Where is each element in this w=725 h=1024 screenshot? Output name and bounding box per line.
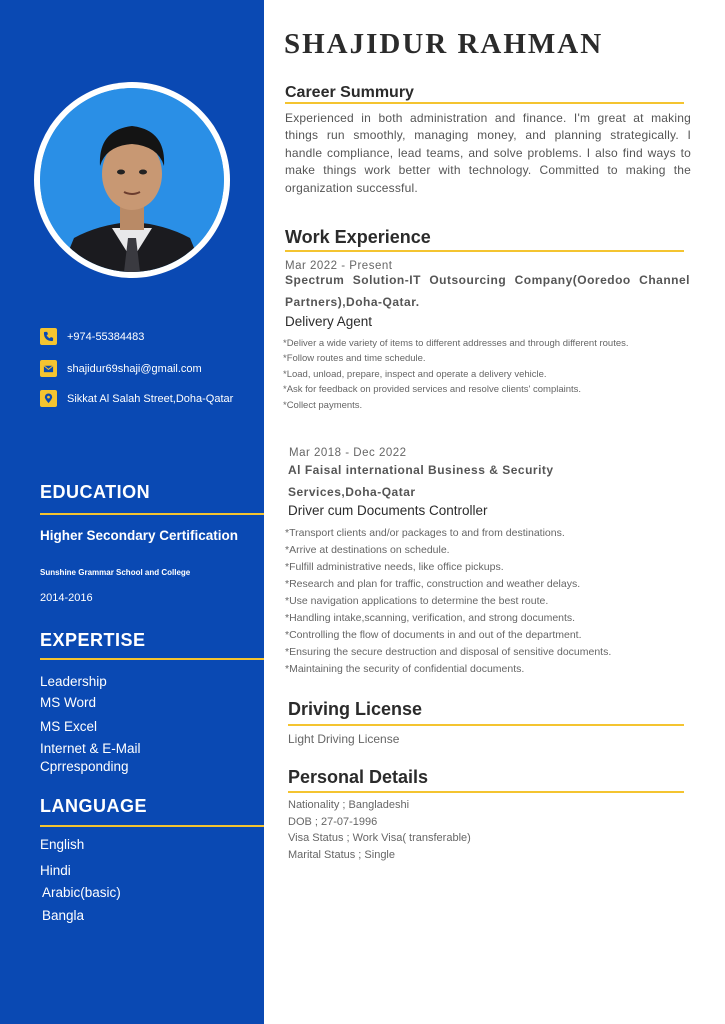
education-years: 2014-2016 bbox=[40, 592, 93, 604]
expertise-item: Leadership bbox=[40, 674, 107, 689]
duty-item: *Arrive at destinations on schedule. bbox=[285, 544, 450, 556]
language-item: Bangla bbox=[42, 908, 85, 923]
expertise-item: MS Word bbox=[40, 695, 97, 710]
personal-detail: Nationality ; Bangladeshi bbox=[288, 799, 410, 811]
duty-item: *Load, unload, prepare, inspect and operate a delivery vehicle. bbox=[283, 368, 547, 380]
duty-item: *Use navigation applications to determine the best route. bbox=[285, 595, 549, 607]
duty-item: *Ask for feedback on provided services and resolve clients' complaints. bbox=[283, 384, 582, 396]
personal-heading: Personal Details bbox=[288, 767, 429, 787]
location-pin-icon bbox=[40, 390, 57, 407]
email-text: shajidur69shaji@gmail.com bbox=[67, 362, 202, 375]
language-divider bbox=[40, 825, 264, 827]
mail-icon bbox=[40, 360, 57, 377]
contact-phone bbox=[40, 328, 144, 345]
career-heading: Career Summury bbox=[285, 84, 414, 101]
education-school: Sunshine Grammar School and College bbox=[40, 568, 191, 577]
personal-detail: Visa Status ; Work Visa( transferable) bbox=[288, 832, 471, 844]
duty-item: *Research and plan for traffic, construction and weather delays. bbox=[285, 578, 581, 590]
job-role: Driver cum Documents Controller bbox=[288, 503, 488, 518]
job-company: Al Faisal international Business & Security Services,Doha-Qatar bbox=[288, 463, 554, 499]
driving-divider bbox=[288, 724, 684, 726]
duty-item: *Maintaining the security of confidential documents. bbox=[285, 663, 525, 675]
career-divider bbox=[285, 102, 684, 104]
expertise-item: Internet & E-Mail Cprresponding bbox=[40, 741, 141, 774]
education-title: Higher Secondary Certification bbox=[40, 528, 239, 543]
job-duties bbox=[283, 336, 629, 413]
personal-divider bbox=[288, 791, 684, 793]
contact-email bbox=[40, 360, 202, 377]
main-content bbox=[264, 0, 725, 1024]
job-role: Delivery Agent bbox=[285, 314, 373, 329]
work-divider bbox=[285, 250, 684, 252]
personal-detail: Marital Status ; Single bbox=[288, 848, 395, 861]
sidebar bbox=[0, 0, 264, 1024]
duty-item: *Ensuring the secure destruction and disposal of sensitive documents. bbox=[285, 646, 612, 658]
language-item: Arabic(basic) bbox=[42, 885, 121, 900]
duty-item: *Deliver a wide variety of items to different addresses and through different routes. bbox=[283, 338, 629, 349]
personal-details-list bbox=[288, 797, 471, 863]
profile-photo bbox=[40, 88, 224, 272]
profile-photo-illustration bbox=[40, 88, 224, 272]
duty-item: *Controlling the flow of documents in and out of the department. bbox=[285, 629, 582, 641]
duty-item: *Fulfill administrative needs, like office pickups. bbox=[285, 561, 504, 573]
career-summary: Experienced in both administration and finance. I'm great at making things run smoothly, managing money, and planning strategically. I handle compliance, lead teams, and solve problems. I also find ways to make things work better with technology. Committed to making the organization successful. bbox=[285, 111, 691, 195]
language-heading: LANGUAGE bbox=[40, 796, 147, 816]
duty-item: *Transport clients and/or packages to and from destinations. bbox=[285, 527, 565, 539]
language-item: English bbox=[40, 837, 85, 852]
job-date: Mar 2018 - Dec 2022 bbox=[289, 447, 407, 459]
education-heading: EDUCATION bbox=[40, 482, 151, 502]
expertise-item: MS Excel bbox=[40, 719, 98, 734]
work-heading: Work Experience bbox=[285, 227, 431, 247]
education-divider bbox=[40, 513, 264, 515]
duty-item: *Collect payments. bbox=[283, 399, 363, 411]
language-item: Hindi bbox=[40, 863, 71, 878]
job-date: Mar 2022 - Present bbox=[285, 260, 393, 272]
profile-photo-frame bbox=[34, 82, 230, 278]
phone-icon bbox=[40, 328, 57, 345]
driving-heading: Driving License bbox=[288, 699, 423, 719]
phone-text: +974-55384483 bbox=[67, 330, 145, 343]
contact-address bbox=[40, 390, 233, 407]
duty-item: *Handling intake,scanning, verification, and strong documents. bbox=[285, 612, 576, 624]
duty-item: *Follow routes and time schedule. bbox=[283, 353, 426, 365]
driving-license-text: Light Driving License bbox=[288, 732, 400, 746]
expertise-heading: EXPERTISE bbox=[40, 630, 146, 650]
expertise-divider bbox=[40, 658, 264, 660]
personal-detail: DOB ; 27-07-1996 bbox=[288, 815, 378, 828]
job-company: Spectrum Solution-IT Outsourcing Company(Ooredoo Channel Partners),Doha-Qatar. bbox=[285, 273, 690, 309]
candidate-name: SHAJIDUR RAHMAN bbox=[284, 28, 604, 60]
job-duties bbox=[285, 525, 611, 678]
address-text: Sikkat Al Salah Street,Doha-Qatar bbox=[67, 392, 234, 405]
